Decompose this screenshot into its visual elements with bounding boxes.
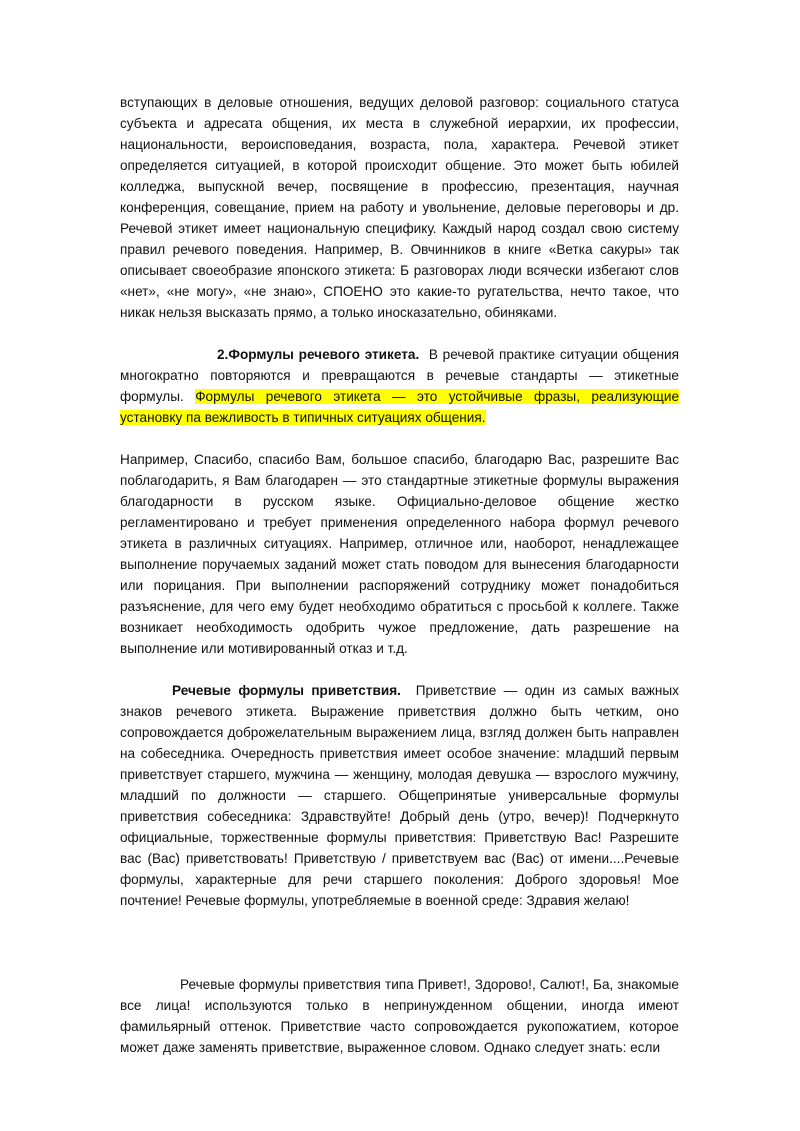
section-heading: Речевые формулы приветствия.: [172, 683, 401, 698]
paragraph-informal-greetings: [120, 974, 679, 1058]
paragraph-text: Например, Спасибо, спасибо Вам, большое спасибо, благодарю Вас, разрешите Вас поблагодарить, я Вам благодарен — это стандартные этикетные формулы выражения благодарности в русском языке. Официально-деловое общение жестко регламентировано и требует применения определенного набора формул речевого этикета в различных ситуациях. Например, отличное или, наоборот, ненадлежащее выполнение поручаемых заданий может стать поводом для вынесения благодарности или порицания. При выполнении распоряжений сотруднику может понадобиться разъяснение, для чего ему будет необходимо обратиться с просьбой к коллеге. Также возникает необходимость одобрить чужое предложение, дать разрешение на выполнение или мотивированный отказ и т.д.: [120, 452, 679, 656]
paragraph-text: Речевые формулы приветствия типа Привет!, Здорово!, Салют!, Ба, знакомые все лица! используются только в непринужденном общении, иногда имеют фамильярный оттенок. Приветствие часто сопровождается рукопожатием, которое может даже заменять приветствие, выраженное словом. Однако следует знать: если: [120, 977, 679, 1055]
paragraph-text: вступающих в деловые отношения, ведущих деловой разговор: социального статуса субъекта и адресата общения, их места в служебной иерархии, их профессии, национальности, вероисповедания, возраста, пола, характера. Речевой этикет определяется ситуацией, в которой происходит общение. Это может быть юбилей колледжа, выпускной вечер, посвящение в профессию, презентация, научная конференция, совещание, прием на работу и увольнение, деловые переговоры и др. Речевой этикет имеет национальную специфику. Каждый народ создал свою систему правил речевого поведения. Например, В. Овчинников в книге «Ветка сакуры» так описывает своеобразие японского этикета: Б разговорах люди всячески избегают слов «нет», «не могу», «не знаю», СПОЕНО это какие-то ругательства, нечто такое, что никак нельзя высказать прямо, а только иносказательно, обиняками.: [120, 95, 679, 320]
document-body: [120, 92, 679, 1058]
section-heading: 2.Формулы речевого этикета.: [217, 347, 420, 362]
section-greeting-formulas: [120, 680, 679, 911]
paragraph-gratitude-examples: [120, 449, 679, 659]
section-text: В речевой практике ситуации общения многократно повторяются и превращаются в речевые стандарты — этикетные формулы.: [120, 347, 679, 404]
paragraph-speech-etiquette-factors: [120, 92, 679, 323]
section-text: Приветствие — один из самых важных знаков речевого этикета. Выражение приветствия должно быть четким, оно сопровождается доброжелательным выражением лица, взгляд должен быть направлен на собеседника. Очередность приветствия имеет особое значение: младший первым приветствует старшего, мужчина — женщину, молодая девушка — взрослого мужчину, младший по должности — старшего. Общепринятые универсальные формулы приветствия собеседника: Здравствуйте! Добрый день (утро, вечер)! Подчеркнуто официальные, торжественные формулы приветствия: Приветствую Вас! Разрешите вас (Вас) приветствовать! Приветствую / приветствуем вас (Вас) от имени....Речевые формулы, характерные для речи старшего поколения: Доброго здоровья! Мое почтение! Речевые формулы, употребляемые в военной среде: Здравия желаю!: [120, 683, 679, 908]
section-speech-etiquette-formulas: [120, 344, 679, 428]
highlighted-definition: Формулы речевого этикета — это устойчивые фразы, реализующие установку па вежливость в типичных ситуациях общения.: [120, 389, 680, 425]
